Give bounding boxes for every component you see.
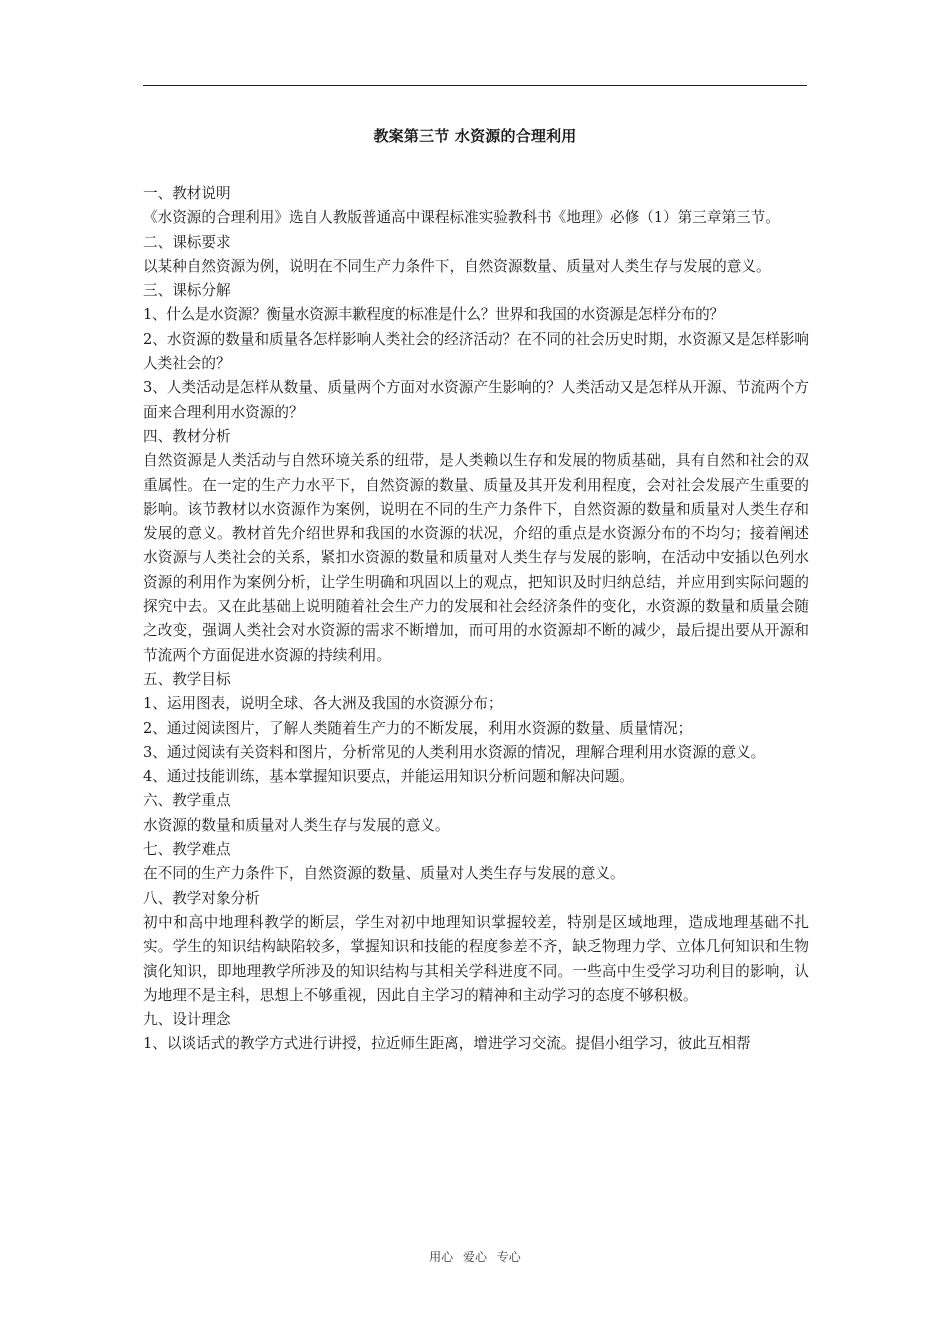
- section-heading-4: 四、教材分析: [143, 427, 231, 445]
- list-item: 1、什么是水资源？衡量水资源丰歉程度的标准是什么？世界和我国的水资源是怎样分布的？: [143, 306, 724, 324]
- paragraph: 初中和高中地理科教学的断层，学生对初中地理知识掌握较差，特别是区域地理，造成地理基础不扎实。学生的知识结构缺陷较多，掌握知识和技能的程度参差不齐，缺乏物理力学、立体几何知识和生物演化知识，即地理教学所涉及的知识结构与其相关学科进度不同。一些高中生受学习功利目的影响，认为地理不是主科，思想上不够重视，因此自主学习的精神和主动学习的态度不够积极。: [143, 913, 809, 1004]
- paragraph: 水资源的数量和质量对人类生存与发展的意义。: [143, 816, 450, 834]
- paragraph: 自然资源是人类活动与自然环境关系的纽带，是人类赖以生存和发展的物质基础，具有自然和社会的双重属性。在一定的生产力水平下，自然资源的数量、质量及其开发利用程度，会对社会发展产生重要的影响。该节教材以水资源作为案例，说明在不同的生产力条件下，自然资源的数量和质量对人类生存和发展的意义。教材首先介绍世界和我国的水资源的状况，介绍的重点是水资源分布的不均匀；接着阐述水资源与人类社会的关系，紧扣水资源的数量和质量对人类生存与发展的影响，在活动中安插以色列水资源的利用作为案例分析，让学生明确和巩固以上的观点，把知识及时归纳总结，并应用到实际问题的探究中去。又在此基础上说明随着社会生产力的发展和社会经济条件的变化，水资源的数量和质量会随之改变，强调人类社会对水资源的需求不断增加，而可用的水资源却不断的减少，最后提出要从开源和节流两个方面促进水资源的持续利用。: [143, 452, 809, 664]
- section-heading-6: 六、教学重点: [143, 792, 231, 810]
- section-heading-3: 三、课标分解: [143, 282, 231, 300]
- paragraph: 以某种自然资源为例，说明在不同生产力条件下，自然资源数量、质量对人类生存与发展的意义。: [143, 257, 771, 275]
- section-heading-2: 二、课标要求: [143, 233, 231, 251]
- page-footer: 用心 爱心 专心: [429, 1250, 521, 1264]
- paragraph: 《水资源的合理利用》选自人教版普通高中课程标准实验教科书《地理》必修（1）第三章第三节。: [143, 209, 780, 227]
- list-item: 2、通过阅读图片，了解人类随着生产力的不断发展，利用水资源的数量、质量情况；: [143, 719, 693, 737]
- document-body: [143, 182, 809, 1057]
- section-heading-7: 七、教学难点: [143, 841, 231, 859]
- list-item: 3、人类活动是怎样从数量、质量两个方面对水资源产生影响的？人类活动又是怎样从开源、节流两个方面来合理利用水资源的？: [143, 379, 810, 421]
- section-heading-5: 五、教学目标: [143, 670, 231, 688]
- document-title: 教案第三节 水资源的合理利用: [373, 127, 577, 145]
- section-heading-8: 八、教学对象分析: [143, 889, 260, 907]
- list-item: 1、以谈话式的教学方式进行讲授，拉近师生距离，增进学习交流。提倡小组学习，彼此互相帮: [143, 1035, 751, 1053]
- section-heading-1: 一、教材说明: [143, 185, 231, 202]
- list-item: 2、水资源的数量和质量各怎样影响人类社会的经济活动？在不同的社会历史时期，水资源又是怎样影响人类社会的？: [143, 330, 810, 373]
- header-rule: [143, 85, 807, 86]
- list-item: 3、通过阅读有关资料和图片，分析常见的人类利用水资源的情况，理解合理利用水资源的意义。: [143, 743, 766, 761]
- paragraph: 在不同的生产力条件下，自然资源的数量、质量对人类生存与发展的意义。: [143, 865, 625, 883]
- section-heading-9: 九、设计理念: [143, 1011, 231, 1029]
- list-item: 1、运用图表，说明全球、各大洲及我国的水资源分布；: [143, 695, 503, 713]
- list-item: 4、通过技能训练，基本掌握知识要点，并能运用知识分析问题和解决问题。: [143, 768, 634, 786]
